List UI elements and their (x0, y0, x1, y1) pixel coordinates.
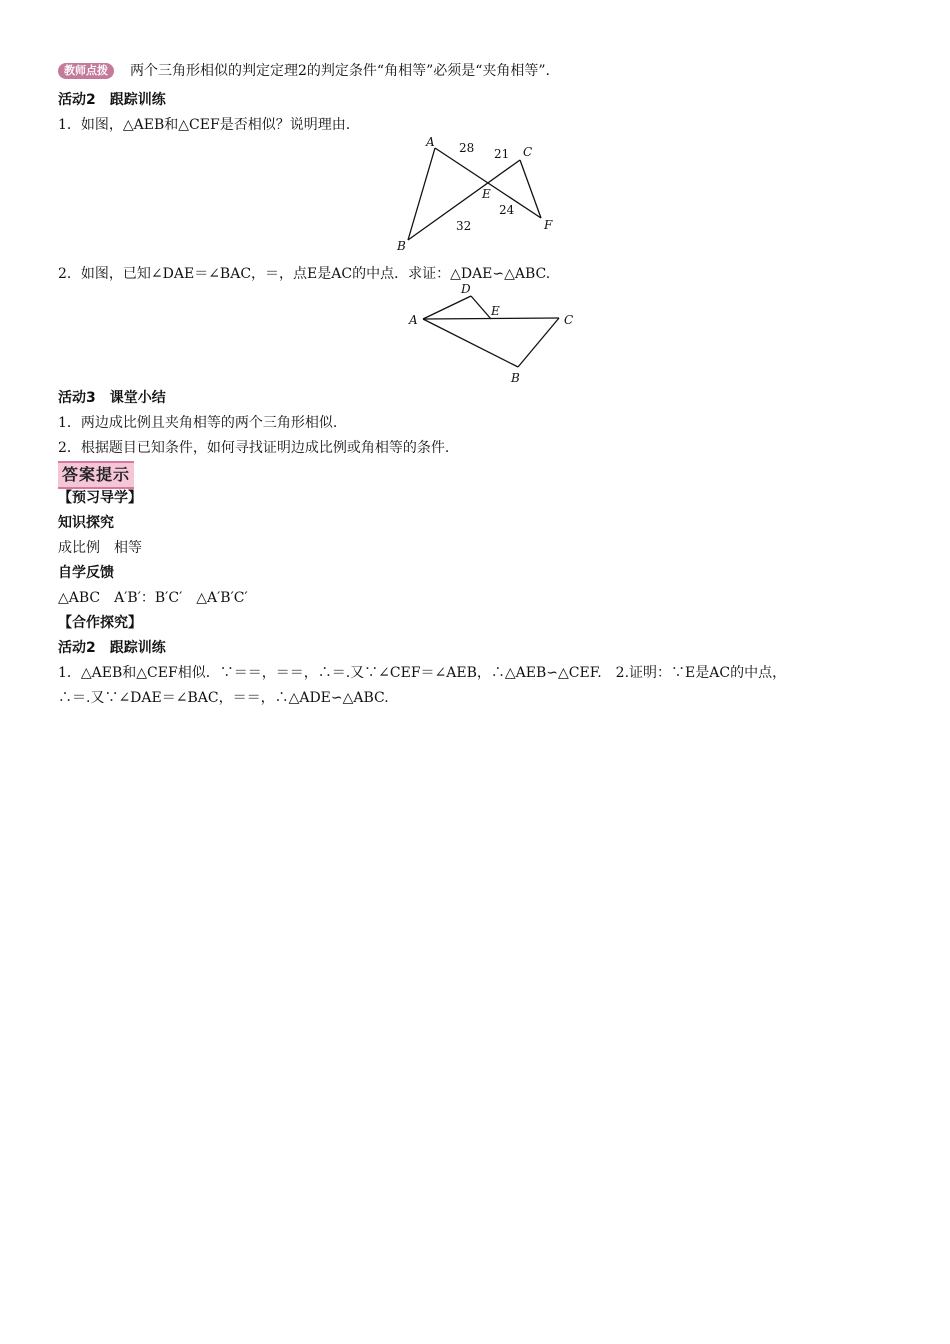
label-C: C (564, 313, 574, 327)
segment-AB (408, 148, 435, 240)
answers-badge: 答案提示 (58, 461, 134, 489)
question-2: 2．如图，已知∠DAE＝∠BAC，＝，点E是AC的中点．求证：△DAE∽△ABC. (58, 266, 551, 282)
teacher-tip-text: 两个三角形相似的判定定理2的判定条件“角相等”必须是“夹角相等”. (130, 63, 550, 79)
length-EF: 24 (499, 203, 515, 217)
answer-line-1: 1．△AEB和△CEF相似．∵＝＝，＝＝，∴＝.又∵∠CEF＝∠AEB，∴△AEB∽△CEF. 2.证明：∵E是AC的中点， (58, 665, 787, 681)
label-B: B (511, 371, 520, 385)
knowledge-title: 知识探究 (58, 515, 114, 531)
label-A: A (426, 135, 435, 149)
summary-item-2: 2．根据题目已知条件，如何寻找证明边成比例或角相等的条件. (58, 440, 450, 456)
segment-AD (423, 296, 471, 319)
activity2-title: 活动2 跟踪训练 (58, 92, 166, 108)
activity3-title: 活动3 课堂小结 (58, 390, 166, 406)
answers-activity2-title: 活动2 跟踪训练 (58, 640, 166, 656)
feedback-answer: △ABC A′B′：B′C′ △A′B′C′ (58, 590, 248, 606)
length-AE: 28 (459, 141, 475, 155)
label-F: F (544, 218, 553, 232)
coop-section-title: 【合作探究】 (58, 615, 142, 631)
segment-BC (518, 318, 559, 367)
feedback-title: 自学反馈 (58, 565, 114, 581)
summary-item-1: 1．两边成比例且夹角相等的两个三角形相似. (58, 415, 338, 431)
length-BE: 32 (456, 219, 472, 233)
teacher-tip (58, 61, 550, 81)
label-D: D (461, 282, 471, 296)
segment-CF (520, 160, 541, 218)
segment-AB (423, 319, 518, 367)
segment-DE (471, 296, 491, 319)
knowledge-answer: 成比例 相等 (58, 540, 142, 556)
answer-line-2: ∴＝.又∵∠DAE＝∠BAC，＝＝，∴△ADE∽△ABC. (58, 690, 389, 706)
label-C: C (523, 145, 533, 159)
label-E: E (482, 187, 491, 201)
figure-1-diagram (390, 132, 570, 257)
label-B: B (397, 239, 406, 253)
teacher-tip-badge: 教师点拨 (58, 63, 114, 79)
length-CE: 21 (494, 147, 510, 161)
question-1: 1．如图，△AEB和△CEF是否相似？说明理由. (58, 117, 351, 133)
label-A: A (409, 313, 418, 327)
label-E: E (491, 304, 500, 318)
preview-section-title: 【预习导学】 (58, 490, 142, 506)
figure-2-diagram (405, 282, 580, 387)
